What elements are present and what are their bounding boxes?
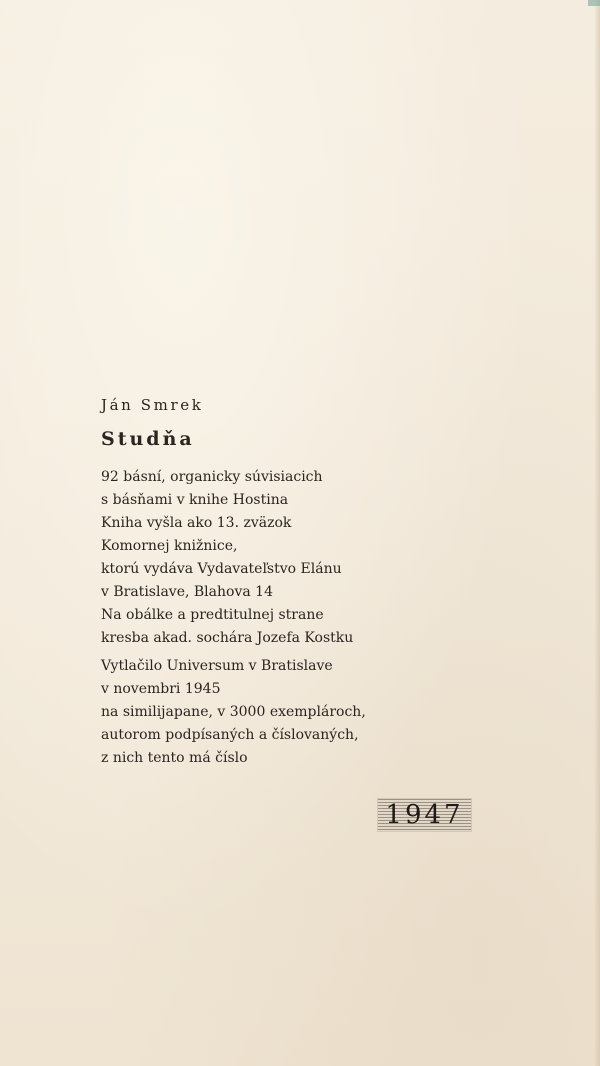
colophon-paragraph-printing: [101, 655, 521, 770]
colophon-line: v novembri 1945: [101, 681, 221, 697]
colophon-line: v Bratislave, Blahova 14: [101, 584, 273, 600]
colophon-block: [101, 394, 521, 770]
copy-number: 1947: [385, 800, 464, 830]
copy-number-stamp: [378, 799, 471, 831]
colophon-line: na similijapane, v 3000 exemplároch,: [101, 704, 366, 720]
colophon-line: autorom podpísaných a číslovaných,: [101, 727, 359, 743]
colophon-line: s básňami v knihe Hostina: [101, 492, 289, 508]
colophon-line: kresba akad. sochára Jozefa Kostku: [101, 630, 354, 646]
colophon-line: ktorú vydáva Vydavateľstvo Elánu: [101, 561, 342, 577]
colophon-line: 92 básní, organicky súvisiacich: [101, 469, 323, 485]
author-name: Ján Smrek: [101, 396, 204, 414]
colophon-line: Na obálke a predtitulnej strane: [101, 607, 324, 623]
colophon-line: Komornej knižnice,: [101, 538, 238, 554]
colophon-line: Kniha vyšla ako 13. zväzok: [101, 515, 292, 531]
corner-mark: [588, 0, 600, 6]
book-title: Studňa: [101, 428, 195, 450]
colophon-line: z nich tento má číslo: [101, 750, 248, 766]
colophon-paragraph-publication: [101, 466, 521, 650]
colophon-line: Vytlačilo Universum v Bratislave: [101, 658, 333, 674]
page-edge-shadow: [594, 0, 600, 1066]
